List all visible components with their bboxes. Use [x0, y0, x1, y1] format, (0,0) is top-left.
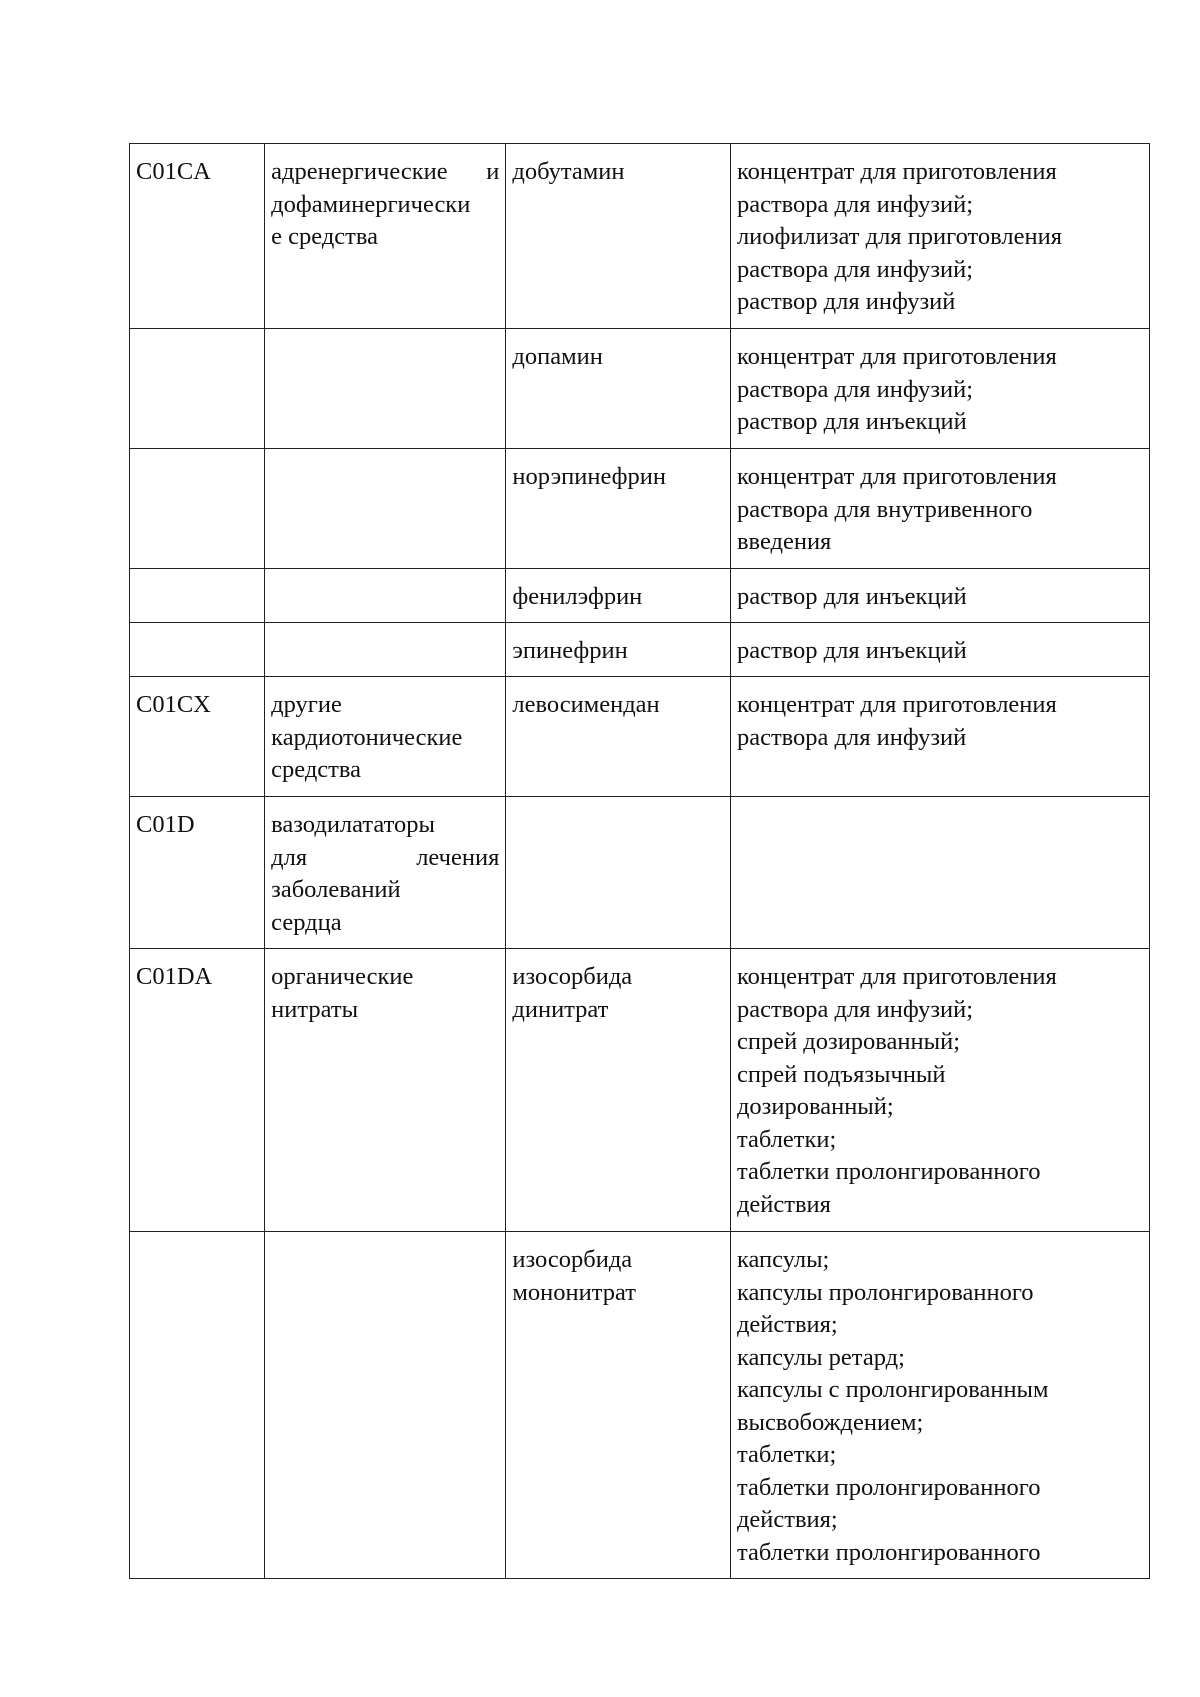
dosage-form-cell — [730, 144, 1149, 329]
dosage-form-cell — [730, 677, 1149, 797]
drug-name-cell — [506, 144, 731, 329]
group-line: дофаминергически — [271, 190, 471, 218]
atc-code-cell — [130, 144, 265, 329]
table-row — [130, 797, 1150, 949]
atc-code-cell — [130, 449, 265, 569]
dosage-form-line: капсулы ретард; — [736, 1343, 905, 1371]
dosage-form-line: концентрат для приготовления — [736, 158, 1057, 185]
table-row — [130, 623, 1150, 677]
dosage-form-line: раствор для инъекций — [736, 583, 967, 610]
group-line: адренергические и — [271, 158, 500, 185]
group-line: заболеваний — [271, 876, 401, 903]
group-line: средства — [271, 756, 361, 783]
dosage-form-line: концентрат для приготовления — [736, 463, 1057, 490]
atc-code-cell — [130, 677, 265, 797]
table-row — [130, 1232, 1150, 1579]
table-row — [130, 677, 1150, 797]
dosage-form-line: капсулы с пролонгированным — [736, 1376, 1049, 1403]
dosage-form-line: таблетки пролонгированного — [736, 1158, 1041, 1185]
dosage-form-line: раствора для инфузий; — [736, 375, 974, 403]
atc-code: C01CA — [136, 158, 211, 185]
table-row — [130, 329, 1150, 449]
dosage-form-line: раствора для внутривенного — [736, 495, 1033, 523]
group-cell — [265, 677, 506, 797]
dosage-form-line: раствор для инъекций — [736, 637, 967, 664]
dosage-form-line: спрей дозированный; — [736, 1028, 961, 1055]
dosage-form-line: действия; — [736, 1311, 838, 1338]
group-line: органические — [271, 963, 414, 990]
drug-name-line: фенилэфрин — [512, 583, 643, 610]
atc-code-cell — [130, 949, 265, 1232]
group-cell — [265, 1232, 506, 1579]
dosage-form-line: действия; — [736, 1506, 838, 1533]
dosage-form-cell — [730, 329, 1149, 449]
drug-name-cell — [506, 329, 731, 449]
dosage-form-line: таблетки пролонгированного — [736, 1473, 1041, 1501]
dosage-form-line: таблетки; — [736, 1125, 837, 1153]
drug-name-cell — [506, 623, 731, 677]
dosage-form-line: высвобождением; — [736, 1408, 924, 1436]
group-cell — [265, 449, 506, 569]
group-cell — [265, 949, 506, 1232]
group-line: е средства — [271, 223, 378, 250]
group-line: кардиотонические — [271, 723, 463, 751]
drug-name-line: изосорбида — [512, 1246, 633, 1273]
dosage-form-cell — [730, 569, 1149, 623]
drug-name-cell — [506, 569, 731, 623]
drug-name-line: динитрат — [512, 995, 609, 1023]
atc-code-cell — [130, 797, 265, 949]
group-cell — [265, 144, 506, 329]
atc-code-cell — [130, 1232, 265, 1579]
atc-code: C01CX — [136, 691, 211, 718]
atc-code-cell — [130, 623, 265, 677]
drug-name-line: изосорбида — [512, 963, 633, 990]
drug-name-line: добутамин — [512, 158, 625, 185]
group-line: нитраты — [271, 995, 359, 1023]
dosage-form-line: раствора для инфузий; — [736, 995, 974, 1023]
group-cell — [265, 797, 506, 949]
drug-classification-table — [129, 143, 1150, 1579]
atc-code-cell — [130, 329, 265, 449]
dosage-form-line: дозированный; — [736, 1093, 894, 1120]
dosage-form-cell — [730, 449, 1149, 569]
group-cell — [265, 569, 506, 623]
dosage-form-line: таблетки; — [736, 1441, 837, 1468]
dosage-form-line: концентрат для приготовления — [736, 343, 1057, 370]
dosage-form-line: капсулы; — [736, 1246, 830, 1273]
drug-name-cell — [506, 949, 731, 1232]
dosage-form-line: концентрат для приготовления — [736, 963, 1057, 990]
table-row — [130, 144, 1150, 329]
dosage-form-line: капсулы пролонгированного — [736, 1278, 1034, 1306]
drug-name-cell — [506, 449, 731, 569]
drug-name-line: мононитрат — [512, 1278, 636, 1306]
dosage-form-line: таблетки пролонгированного — [736, 1538, 1041, 1566]
group-line: для лечения — [271, 843, 500, 871]
dosage-form-cell — [730, 949, 1149, 1232]
dosage-form-cell — [730, 623, 1149, 677]
drug-name-line: норэпинефрин — [512, 463, 666, 490]
drug-name-cell — [506, 1232, 731, 1579]
drug-name-line: допамин — [512, 343, 603, 370]
dosage-form-line: раствора для инфузий; — [736, 255, 974, 283]
drug-name-cell — [506, 797, 731, 949]
dosage-form-line: раствора для инфузий; — [736, 190, 974, 218]
drug-name-line: эпинефрин — [512, 637, 628, 664]
dosage-form-cell — [730, 797, 1149, 949]
dosage-form-line: спрей подъязычный — [736, 1060, 946, 1088]
dosage-form-line: лиофилизат для приготовления — [736, 223, 1063, 250]
group-line: сердца — [271, 908, 342, 936]
group-line: другие — [271, 691, 342, 718]
group-cell — [265, 623, 506, 677]
atc-code: C01D — [136, 811, 195, 838]
drug-name-cell — [506, 677, 731, 797]
dosage-form-line: концентрат для приготовления — [736, 691, 1057, 718]
drug-name-line: левосимендан — [512, 691, 660, 718]
table-row — [130, 569, 1150, 623]
atc-code-cell — [130, 569, 265, 623]
dosage-form-cell — [730, 1232, 1149, 1579]
dosage-form-line: раствор для инфузий — [736, 288, 956, 315]
atc-code: C01DA — [136, 963, 213, 990]
group-cell — [265, 329, 506, 449]
dosage-form-line: действия — [736, 1190, 831, 1218]
table-row — [130, 949, 1150, 1232]
dosage-form-line: введения — [736, 528, 832, 555]
dosage-form-line: раствора для инфузий — [736, 723, 967, 751]
table-row — [130, 449, 1150, 569]
group-line: вазодилататоры — [271, 811, 435, 838]
dosage-form-line: раствор для инъекций — [736, 408, 967, 435]
